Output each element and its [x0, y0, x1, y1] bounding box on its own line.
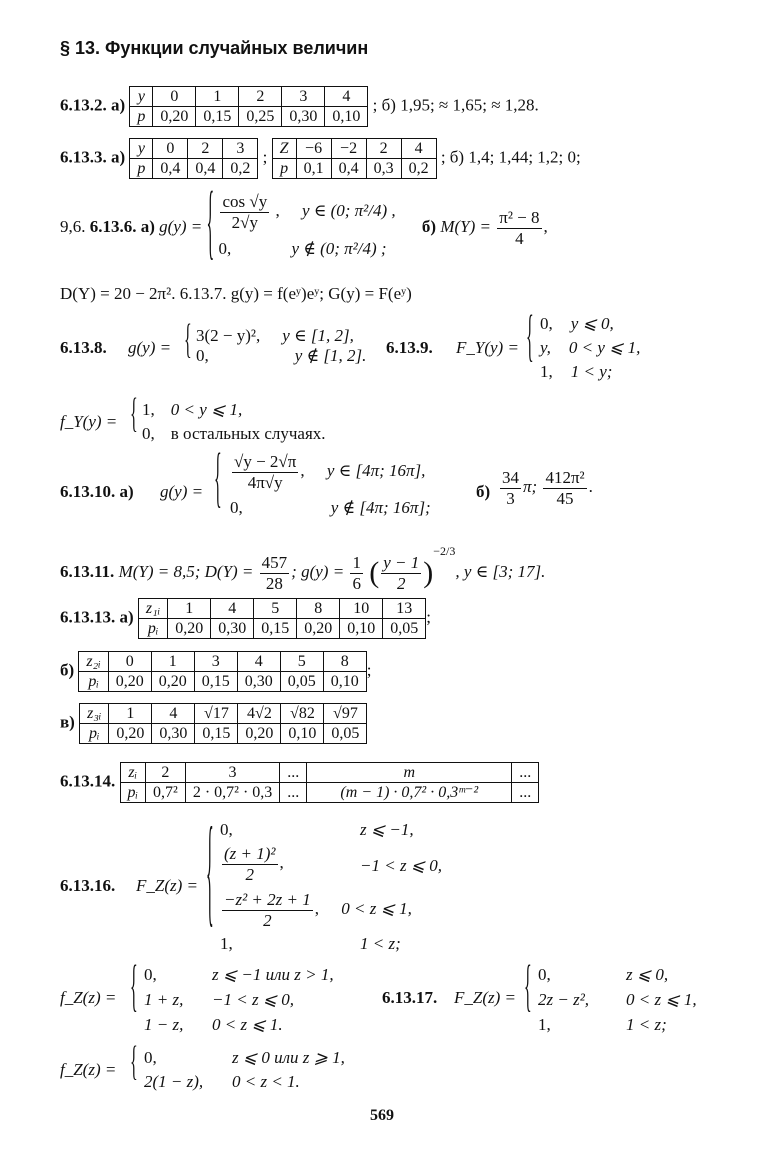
problem-label: 6.13.11.: [60, 562, 115, 581]
table-cell: 0,15: [195, 724, 238, 744]
case-value: 1,: [538, 1015, 551, 1034]
table-cell: 2 · 0,7² · 0,3: [185, 783, 279, 803]
table-cell: p: [130, 159, 153, 179]
formula-lhs: g(y) =: [160, 482, 204, 501]
table-cell: 0,20: [238, 724, 281, 744]
problem-label: 6.13.6. а): [89, 216, 155, 236]
table-cell: 0,1: [296, 159, 331, 179]
fraction-denominator: 28: [265, 573, 283, 593]
distribution-table-a: [138, 598, 426, 639]
table-cell: 3: [194, 652, 237, 672]
table-cell: 0,15: [194, 672, 237, 692]
section-title: 13. Функции случайных величин: [75, 38, 369, 58]
table-cell: 3: [185, 763, 279, 783]
fraction-numerator: (z + 1)²: [224, 844, 276, 863]
table-cell: p: [130, 107, 153, 127]
left-brace: {: [206, 811, 214, 941]
table-cell: Z: [272, 139, 296, 159]
case-condition: −1 < z ⩽ 0,: [360, 856, 443, 875]
table-row: [120, 783, 539, 803]
table-cell: 2: [366, 139, 401, 159]
table-cell: ...: [280, 783, 307, 803]
table-cell: 0,2: [223, 159, 258, 179]
table-cell: 0,4: [153, 159, 188, 179]
table-cell: 0,2: [401, 159, 436, 179]
table-cell: 0,20: [168, 619, 211, 639]
distribution-table-y: [129, 138, 258, 179]
table-cell: 0: [108, 652, 151, 672]
piecewise-cases: [144, 962, 334, 1037]
table-row: [138, 619, 425, 639]
table-row: [130, 139, 258, 159]
left-brace: {: [524, 957, 532, 1019]
problem-6-13-14: [60, 762, 539, 803]
fraction: [260, 553, 290, 593]
piecewise-cases: [142, 398, 326, 446]
case-value: 1,: [540, 362, 553, 381]
table-cell: pᵢ: [80, 724, 109, 744]
problem-label: 6.13.2. а): [60, 95, 126, 115]
table-cell: pᵢ: [120, 783, 146, 803]
fraction-denominator: 2: [263, 910, 272, 930]
table-cell: √17: [195, 704, 238, 724]
table-cell: z₁ᵢ: [138, 599, 167, 619]
formula-lhs: M(Y) =: [440, 216, 491, 236]
case-value: 0,: [540, 314, 553, 333]
fraction-denominator: 45: [556, 488, 574, 508]
page-number: 569: [370, 1107, 394, 1124]
table-cell: p: [272, 159, 296, 179]
table-cell: 0: [153, 87, 196, 107]
table-cell: 8: [323, 652, 366, 672]
problem-6-13-2: [60, 86, 539, 127]
problem-6-13-13a: 6.13.13. а) z₁ᵢ 1 4 5 8 10 13 pᵢ 0,20 0,30 0,15 0,20 0,10 0,05;: [60, 600, 431, 637]
fraction-numerator: √y − 2√π: [234, 452, 297, 471]
table-cell: 0,10: [323, 672, 366, 692]
problem-label: 6.13.17.: [382, 988, 438, 1007]
case-value: 0,: [218, 239, 232, 258]
case-condition: y ∈ [4π; 16π],: [326, 460, 426, 480]
case-condition: −1 < z ⩽ 0,: [212, 990, 295, 1009]
fraction-denominator: 4π√y: [247, 472, 283, 492]
case-value: y,: [540, 338, 551, 357]
problem-6-13-3: 6.13.3. а) y 0 2 3 p 0,4 0,4 0,2 ; Z −6 −2 2 4 p 0,1 0,4 0,3 0,2 ; б) 1,4; 1,44; 1,2; 0;: [60, 140, 581, 177]
table-cell: 0,20: [153, 107, 196, 127]
table-cell: 5: [280, 652, 323, 672]
table-cell: 0,05: [383, 619, 426, 639]
fraction: [222, 890, 313, 930]
fraction-numerator: 1: [352, 553, 361, 573]
case-condition: 1 < y;: [570, 362, 613, 381]
case-condition: 1 < z;: [360, 934, 401, 953]
problem-label: 6.13.9.: [386, 338, 433, 357]
fraction: [497, 208, 541, 248]
page-title: [60, 38, 368, 60]
table-cell: 0,05: [280, 672, 323, 692]
problem-part-label: в): [60, 712, 75, 732]
table-cell: 0,15: [196, 107, 239, 127]
table-cell: √97: [324, 704, 367, 724]
formula-lhs: g(y) =: [159, 216, 203, 236]
case-condition: y ∉ [1, 2].: [294, 346, 367, 366]
fraction-numerator: 34: [502, 468, 519, 487]
piecewise-cases: 0, z ⩽ −1, $\frac{\text{(z + 1)²}}{2}$ , −1 < z ⩽ 0, $\frac{\text{−z² + 2z + 1}}{2}$ , 0 < z ⩽ 1, 1, 1 < z;: [220, 820, 443, 953]
distribution-table-z: [272, 138, 437, 179]
table-cell: 0: [153, 139, 188, 159]
case-condition: 0 < y ⩽ 1,: [568, 338, 641, 357]
distribution-table-v: [79, 703, 367, 744]
table-row: [80, 704, 367, 724]
case-condition: 0 < z ⩽ 1,: [341, 898, 412, 918]
formula-lhs: f_Y(y) =: [60, 412, 118, 431]
table-cell: 13: [383, 599, 426, 619]
case-condition: 0 < z ⩽ 1,: [626, 990, 697, 1009]
table-cell: 0,3: [366, 159, 401, 179]
case-value: 0,: [230, 498, 243, 517]
table-row: [130, 159, 258, 179]
table-cell: 0,10: [325, 107, 368, 127]
problem-label: 6.13.14.: [60, 771, 116, 791]
answer-text: ; g(y) =: [291, 562, 345, 581]
formula-lhs: g(y) =: [128, 338, 172, 357]
problem-label: 6.13.10. а): [60, 482, 134, 501]
table-row: [80, 724, 367, 744]
answer-text: π;: [523, 476, 538, 496]
table-cell: 2: [239, 87, 282, 107]
table-cell: −2: [331, 139, 366, 159]
left-brace: {: [206, 181, 215, 270]
case-value: 3(2 − y)²,: [196, 326, 261, 345]
table-cell: 4: [237, 652, 280, 672]
fraction-numerator: 412π²: [545, 468, 585, 487]
fraction-denominator: 2: [245, 864, 254, 884]
table-cell: z₂ᵢ: [79, 652, 108, 672]
case-condition: y ∈ (0; π²/4) ,: [301, 200, 396, 220]
case-condition: в остальных случаях.: [170, 424, 326, 443]
table-cell: 1: [151, 652, 194, 672]
left-brace: {: [214, 444, 222, 516]
answer-text: D(Y) = 20 − 2π². 6.13.7. g(y) = f(eʸ)eʸ; G(y) = F(eʸ): [60, 284, 412, 303]
table-cell: 0,20: [151, 672, 194, 692]
table-cell: 0,20: [108, 672, 151, 692]
table-cell: 0,30: [211, 619, 254, 639]
problem-label: 6.13.3. а): [60, 147, 126, 167]
answer-text: ; б) 1,95; ≈ 1,65; ≈ 1,28.: [372, 95, 539, 115]
table-cell: 4: [325, 87, 368, 107]
table-cell: 0,7²: [146, 783, 186, 803]
fraction-denominator: 3: [506, 488, 515, 508]
fraction-numerator: cos √y: [222, 192, 268, 211]
table-cell: 10: [340, 599, 383, 619]
table-cell: 2: [188, 139, 223, 159]
case-condition: z ⩽ 0 или z ⩾ 1,: [232, 1048, 345, 1067]
piecewise-cases: $\frac{√y - 2√\pi}{4\pi√y}$ , y ∈ [4π; 16π], 0, y ∉ [4π; 16π];: [230, 452, 431, 517]
piecewise-cases: [196, 326, 366, 367]
case-condition: y ∈ [1, 2],: [282, 326, 354, 345]
table-cell: pᵢ: [79, 672, 108, 692]
fraction-numerator: y − 1: [383, 553, 420, 573]
table-cell: 2: [146, 763, 186, 783]
fraction: [543, 468, 586, 508]
fraction: [220, 192, 269, 232]
case-condition: 0 < z ⩽ 1.: [212, 1015, 283, 1034]
table-cell: 1: [168, 599, 211, 619]
table-row: [130, 87, 368, 107]
table-cell: ...: [512, 783, 539, 803]
table-cell: y: [130, 139, 153, 159]
case-condition: 0 < z < 1.: [232, 1072, 300, 1091]
case-value: 0,: [196, 346, 209, 366]
distribution-table: [120, 762, 540, 803]
section-mark: §: [60, 38, 71, 58]
case-value: 0,: [144, 1048, 157, 1067]
case-condition: 0 < y ⩽ 1,: [170, 400, 243, 419]
left-brace: {: [130, 392, 138, 437]
case-value: 1,: [220, 934, 233, 953]
case-condition: z ⩽ −1,: [360, 820, 414, 839]
table-row: [79, 672, 366, 692]
case-value: 2(1 − z),: [144, 1072, 204, 1091]
answer-text: ; б) 1,4; 1,44; 1,2; 0;: [440, 147, 581, 167]
case-value: 1 + z,: [144, 990, 184, 1009]
table-row: [79, 652, 366, 672]
table-cell: m: [307, 763, 512, 783]
formula-lhs: F_Z(z) =: [454, 988, 516, 1007]
case-value: 1 − z,: [144, 1015, 184, 1034]
case-value: 0,: [220, 820, 233, 839]
table-cell: 0,05: [324, 724, 367, 744]
table-cell: (m − 1) · 0,7² · 0,3ᵐ⁻²: [307, 783, 512, 803]
problem-6-13-6: 9,6. 6.13.6. а) g(y) = { $\frac{\cos √y}{2√y}$ , y ∈ (0; π²/4) , 0, y ∉ (0; π²/4) ; б) M(Y) = $\frac{\text{π² − 8}}{4}$ ,: [60, 181, 548, 270]
fraction: [350, 553, 363, 593]
table-cell: zᵢ: [120, 763, 146, 783]
fraction-denominator: 2√y: [231, 212, 258, 232]
fraction-numerator: π² − 8: [499, 207, 540, 227]
left-brace: {: [130, 1040, 138, 1085]
case-condition: 1 < z;: [626, 1015, 667, 1034]
table-row: [138, 599, 425, 619]
table-cell: ...: [512, 763, 539, 783]
table-cell: ...: [280, 763, 307, 783]
distribution-table: [129, 86, 368, 127]
formula-lhs: f_Z(z) =: [60, 1060, 117, 1079]
table-cell: 5: [254, 599, 297, 619]
case-value: 0,: [538, 965, 551, 984]
case-value: 0,: [144, 965, 157, 984]
left-brace: {: [526, 307, 534, 369]
table-cell: 0,20: [109, 724, 152, 744]
case-condition: y ∉ [4π; 16π];: [330, 498, 431, 517]
fraction-denominator: 4: [515, 228, 524, 248]
table-cell: 4: [211, 599, 254, 619]
table-cell: 1: [109, 704, 152, 724]
table-cell: −6: [296, 139, 331, 159]
fraction-numerator: 457: [261, 553, 288, 573]
fraction: [222, 844, 278, 884]
problem-6-13-13v: [60, 703, 367, 744]
problem-6-13-13b: б) z₂ᵢ 0 1 3 4 5 8 pᵢ 0,20 0,20 0,15 0,30 0,05 0,10;: [60, 653, 372, 690]
fraction-denominator: 2: [396, 573, 406, 593]
table-cell: 0,4: [331, 159, 366, 179]
left-brace: {: [184, 318, 192, 363]
table-cell: 4: [152, 704, 195, 724]
table-cell: pᵢ: [138, 619, 167, 639]
formula-lhs: f_Z(z) =: [60, 988, 117, 1007]
problem-6-13-11: 6.13.11. M(Y) = 8,5; D(Y) = $\frac{457}{28}$ ; g(y) = $\frac{1}{6}$ ( $\frac{y - 1}{2}$ )$^{-2/3}$, y ∈ [3; 17].: [60, 544, 546, 593]
table-cell: 1: [196, 87, 239, 107]
table-cell: 0,15: [254, 619, 297, 639]
case-value: 1,: [142, 400, 155, 419]
table-cell: 0,30: [237, 672, 280, 692]
table-cell: 0,30: [152, 724, 195, 744]
table-cell: 3: [282, 87, 325, 107]
exponent: −2/3: [433, 544, 456, 558]
answer-text: M(Y) = 8,5; D(Y) =: [118, 562, 254, 581]
table-cell: 4√2: [238, 704, 281, 724]
table-row: [130, 107, 368, 127]
answer-line-6-13-7: [60, 284, 412, 304]
table-cell: 0,20: [297, 619, 340, 639]
piecewise-cases: [538, 962, 697, 1037]
case-condition: y ∉ (0; π²/4) ;: [291, 239, 387, 258]
table-cell: 3: [223, 139, 258, 159]
piecewise-cases: [540, 312, 640, 384]
problem-part-label: б): [421, 216, 437, 236]
formula-lhs: F_Z(z) =: [136, 876, 198, 895]
distribution-table-b: [78, 651, 366, 692]
table-cell: √82: [281, 704, 324, 724]
fraction: [381, 553, 421, 593]
fraction: [232, 452, 298, 492]
problem-label: 6.13.13. а): [60, 607, 134, 627]
table-cell: 0,25: [239, 107, 282, 127]
left-brace: {: [130, 957, 138, 1019]
piecewise-cases: $\frac{\cos √y}{2√y}$ , y ∈ (0; π²/4) , 0, y ∉ (0; π²/4) ;: [218, 192, 396, 258]
problem-label: 6.13.8.: [60, 338, 107, 357]
table-row: [272, 139, 436, 159]
case-value: 2z − z²,: [538, 990, 590, 1009]
table-row: [120, 763, 539, 783]
table-cell: 0,4: [188, 159, 223, 179]
problem-part-label: б): [476, 482, 491, 501]
table-cell: 8: [297, 599, 340, 619]
answer-text: , y ∈ [3; 17].: [455, 562, 546, 581]
table-row: [272, 159, 436, 179]
fraction-denominator: 6: [352, 573, 361, 593]
case-condition: y ⩽ 0,: [570, 314, 614, 333]
fraction: [500, 468, 521, 508]
case-condition: z ⩽ 0,: [626, 965, 669, 984]
answer-text: 9,6.: [60, 216, 90, 236]
problem-label: 6.13.16.: [60, 876, 116, 895]
table-cell: 0,10: [340, 619, 383, 639]
case-value: 0,: [142, 424, 155, 443]
case-condition: z ⩽ −1 или z > 1,: [212, 965, 334, 984]
fraction-numerator: −z² + 2z + 1: [224, 890, 311, 909]
problem-part-label: б): [60, 660, 75, 680]
table-cell: 0,10: [281, 724, 324, 744]
answer-b: $\frac{34}{3}$ π; $\frac{\text{412π²}}{45}$ .: [502, 468, 593, 508]
table-cell: y: [130, 87, 153, 107]
table-cell: z₃ᵢ: [80, 704, 109, 724]
formula-lhs: F_Y(y) =: [456, 338, 519, 357]
table-cell: 4: [401, 139, 436, 159]
piecewise-cases: [144, 1046, 345, 1094]
table-cell: 0,30: [282, 107, 325, 127]
